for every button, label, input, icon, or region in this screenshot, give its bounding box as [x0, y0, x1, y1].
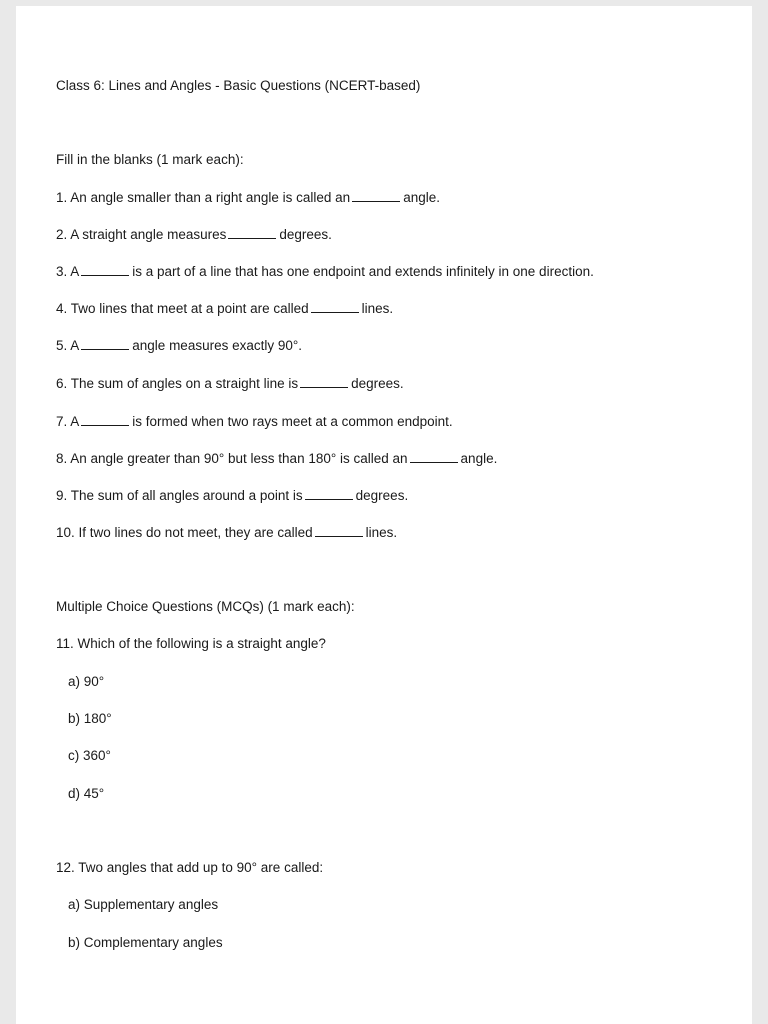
answer-blank: [81, 340, 129, 350]
worksheet-page: [16, 6, 752, 1024]
fill-question: [56, 301, 393, 317]
fill-question: [56, 190, 440, 206]
answer-blank: [352, 192, 400, 202]
question-text: 1. An angle smaller than a right angle is called an: [56, 190, 351, 205]
question-text: 7. A: [56, 414, 80, 429]
fill-question: [56, 451, 497, 467]
question-text-after: is a part of a line that has one endpoint and extends infinitely in one direction.: [132, 264, 594, 279]
mcq-option: d) 45°: [68, 786, 105, 801]
fill-question: [56, 227, 332, 243]
answer-blank: [305, 490, 353, 500]
question-text-after: angle.: [460, 451, 498, 466]
question-text: 2. A straight angle measures: [56, 227, 227, 242]
answer-blank: [410, 453, 458, 463]
mcq-option: c) 360°: [68, 748, 111, 763]
question-text: 8. An angle greater than 90° but less than 180° is called an: [56, 451, 408, 466]
section-heading-fill-blanks: Fill in the blanks (1 mark each):: [56, 152, 244, 167]
answer-blank: [228, 229, 276, 239]
mcq-option: a) 90°: [68, 674, 105, 689]
answer-blank: [300, 378, 348, 388]
question-text-after: angle.: [403, 190, 440, 205]
section-heading-mcq: Multiple Choice Questions (MCQs) (1 mark each):: [56, 599, 355, 614]
question-text: 4. Two lines that meet at a point are called: [56, 301, 309, 316]
answer-blank: [311, 303, 359, 313]
fill-question: [56, 488, 408, 504]
question-text-after: angle measures exactly 90°.: [132, 338, 303, 353]
question-text-after: degrees.: [279, 227, 332, 242]
page-title: Class 6: Lines and Angles - Basic Questions (NCERT-based): [56, 78, 421, 93]
answer-blank: [81, 266, 129, 276]
mcq-option: b) 180°: [68, 711, 112, 726]
fill-question: [56, 264, 594, 280]
question-text: 6. The sum of angles on a straight line is: [56, 376, 299, 391]
fill-question: [56, 414, 453, 430]
answer-blank: [81, 416, 129, 426]
question-text-after: degrees.: [351, 376, 404, 391]
question-text-after: lines.: [365, 525, 398, 540]
question-text: 3. A: [56, 264, 80, 279]
fill-question: [56, 376, 404, 392]
answer-blank: [315, 527, 363, 537]
question-text: 5. A: [56, 338, 80, 353]
mcq-option: a) Supplementary angles: [68, 897, 219, 912]
fill-question: [56, 525, 397, 541]
question-text-after: degrees.: [355, 488, 409, 503]
mcq-option: b) Complementary angles: [68, 935, 223, 950]
question-text-after: is formed when two rays meet at a common endpoint.: [132, 414, 453, 429]
question-text: 10. If two lines do not meet, they are called: [56, 525, 313, 540]
question-text-after: lines.: [361, 301, 394, 316]
fill-question: [56, 338, 302, 354]
mcq-question: 12. Two angles that add up to 90° are called:: [56, 860, 324, 875]
question-text: 9. The sum of all angles around a point is: [56, 488, 303, 503]
mcq-question: 11. Which of the following is a straight angle?: [56, 636, 326, 651]
